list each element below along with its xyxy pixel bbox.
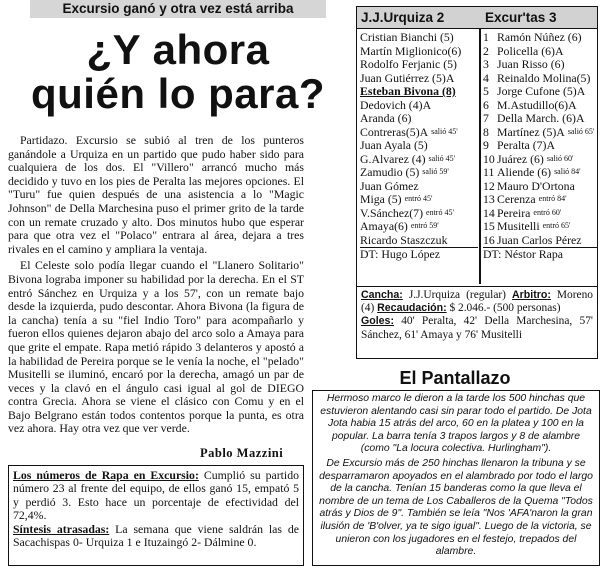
- player-number: 6: [483, 97, 489, 112]
- player-number: 12: [483, 178, 495, 193]
- home-team-header: J.J.Urquiza 2: [361, 10, 445, 25]
- column-divider: [479, 29, 481, 284]
- away-player-row: [483, 58, 597, 72]
- home-player-row: [360, 99, 478, 113]
- player-name: Aranda (6): [360, 111, 412, 125]
- away-player-row: [483, 139, 597, 153]
- away-player-row: [483, 126, 597, 140]
- away-player-row: [483, 85, 597, 99]
- substitution-note: salió 84': [554, 167, 581, 176]
- atrasadas-text: La semana que viene saldrán las de Sacachispas 0- Urquiza 1 e Ituzaingó 2- Dálmine 0.: [13, 521, 299, 550]
- numbers-text: Cumplió su partido número 23 al frente del equipo, de ellos ganó 15, empató 5 y perdió 3. Esto hace un porcentaje de efectividad del 72,4%.: [13, 468, 299, 523]
- substitution-note: entró 59': [410, 221, 439, 230]
- away-player-row: [483, 193, 597, 207]
- substitution-note: salió 45': [431, 126, 458, 136]
- headline: [10, 28, 346, 116]
- substitution-note: entró 65': [542, 221, 571, 230]
- player-name: G.Alvarez (4): [360, 151, 426, 166]
- player-name: Esteban Bivona (8): [360, 84, 456, 98]
- away-player-row: [483, 153, 597, 167]
- home-player-row: [360, 193, 478, 207]
- player-number: 13: [483, 192, 495, 206]
- player-name: Juan Ayala (5): [360, 138, 428, 152]
- article-body: [8, 134, 304, 439]
- home-player-row: [360, 247, 478, 261]
- player-name: Dedovich (4)A: [360, 97, 432, 112]
- player-name: Juárez (6): [497, 151, 544, 166]
- arbitro-label: Arbitro:: [512, 289, 551, 301]
- pantallazo-paragraph: De Excursio más de 250 hinchas llenaron la tribuna y se desparramaron apoyados en el alambrado por todo el largo de la cancha. Tenían 15 banderas como la que lleva el nombre de un tema de Los Caballeros de la Quema "Todos atrás y Dios de 9". También se leía "Nos 'AFA'naron la gran ilusión de 'B'olver, ya te sigo igual". Luego de la victoria, se unieron con los jugadores en el festejo, trepados del alambre.: [319, 457, 593, 558]
- away-player-row: [483, 31, 597, 45]
- player-name: Cristian Bianchi (5): [360, 30, 454, 44]
- home-player-row: [360, 72, 478, 86]
- player-name: DT: Néstor Rapa: [483, 247, 564, 261]
- home-player-row: [360, 58, 478, 72]
- player-number: 2: [483, 43, 489, 58]
- article-paragraph: Partidazo. Excursio se subió al tren de los punteros ganándole a Urquiza en un partido que pudo haber sido para cualquiera de los dos. El "Villero" arrancó mucho más decidido y tuvo en los pies de Peralta las mejores opciones. El "Turu" fue quien después de una asistencia a lo "Magic Johnson" de Della Marchesina puso el primer grito de la tarde con un remate cruzado y alto. Dos minutos hubo que esperar para que otra vez el "Polaco" entrara al área, dejara a tres rivales en el camino y ampliara la ventaja.: [8, 133, 304, 256]
- substitution-note: salió 45': [428, 153, 456, 163]
- cancha-label: Cancha:: [361, 289, 403, 301]
- numbers-label: Los números de Rapa en Excursio:: [13, 468, 199, 482]
- player-name: Zamudio (5): [360, 165, 420, 179]
- away-lineup: [483, 31, 597, 261]
- goles-label: Goles:: [361, 315, 394, 328]
- home-player-row: [360, 139, 478, 153]
- substitution-note: entró 45': [426, 207, 454, 217]
- substitution-note: entró 45': [404, 194, 433, 203]
- player-number: 14: [483, 205, 495, 220]
- player-name: Martín Miglionico(6): [360, 43, 462, 58]
- away-player-row: [483, 180, 597, 194]
- player-name: Rodolfo Ferjanic (5): [360, 57, 457, 71]
- player-number: 9: [483, 138, 489, 152]
- home-player-row: [360, 45, 478, 59]
- home-player-row: [360, 85, 478, 99]
- player-number: 11: [483, 165, 495, 179]
- numbers-note: [13, 469, 299, 523]
- player-name: Juan Risso (6): [497, 57, 565, 71]
- player-name: Policella (6)A: [497, 43, 564, 58]
- player-name: Amaya(6): [360, 219, 408, 233]
- home-player-row: [360, 126, 478, 140]
- away-player-row: [483, 72, 597, 86]
- player-number: 1: [483, 30, 489, 44]
- home-player-row: [360, 166, 478, 180]
- substitution-note: salió 65': [567, 126, 595, 136]
- player-number: 5: [483, 84, 489, 98]
- pantallazo-paragraph: Hermoso marco le dieron a la tarde los 500 hinchas que estuvieron alentando casi sin parar todo el partido. De Jota Jota habia 15 atrás del arco, 60 en la platea y 100 en la popular. La barra tenía 3 trapos largos y 8 de alambre (como "La locura colectiva. Hurlingham").: [320, 393, 592, 455]
- home-player-row: [360, 180, 478, 194]
- player-name: Cerenza: [497, 192, 536, 206]
- goles-text: 40' Peralta, 42' Della Marchesina, 57' Sánchez, 61' Amaya y 76' Musitelli: [361, 315, 593, 341]
- player-name: Reinaldo Molina(5): [497, 70, 591, 85]
- atrasadas-label: Síntesis atrasadas:: [13, 521, 110, 536]
- player-name: DT: Hugo López: [360, 247, 441, 261]
- player-name: Aliende (6): [497, 165, 552, 179]
- player-name: Juan Carlos Pérez: [497, 232, 582, 247]
- arbitro-text: Moreno (4): [361, 289, 593, 315]
- substitution-note: entró 60': [533, 207, 562, 217]
- match-info: [357, 286, 597, 344]
- recaudacion-label: Recaudación:: [377, 302, 447, 315]
- substitution-note: entró 84': [538, 194, 567, 203]
- home-player-row: [360, 234, 478, 248]
- away-player-row: [483, 166, 597, 180]
- away-player-row: [483, 99, 597, 113]
- player-name: Della March. (6)A: [497, 111, 585, 125]
- player-number: 8: [483, 124, 489, 139]
- away-player-row: [483, 247, 597, 261]
- player-number: 16: [483, 232, 495, 247]
- player-number: 15: [483, 219, 495, 233]
- player-name: V.Sánchez(7): [360, 205, 424, 220]
- player-name: Musitelli: [497, 219, 540, 233]
- headline-line-1: ¿Y ahora: [86, 26, 270, 73]
- player-name: Juan Gutiérrez (5)A: [360, 70, 455, 85]
- home-player-row: [360, 112, 478, 126]
- pantallazo-title: El Pantallazo: [399, 368, 511, 388]
- atrasadas-note: [13, 523, 299, 550]
- home-lineup: [360, 31, 478, 261]
- cancha-text: J.J.Urquiza (regular): [402, 289, 513, 301]
- player-name: Pereira: [497, 205, 531, 220]
- lineup-box: [356, 6, 598, 359]
- player-name: Miga (5): [360, 192, 402, 206]
- away-team-header: Excur'tas 3: [485, 10, 557, 25]
- away-player-row: [483, 112, 597, 126]
- recaudacion-text: $ 2.046.- (500 personas): [446, 302, 561, 315]
- headline-line-2: quién lo para?: [30, 70, 326, 117]
- player-number: 3: [483, 57, 489, 71]
- away-player-row: [483, 45, 597, 59]
- player-name: Martínez (5)A: [497, 124, 565, 139]
- player-name: Ramón Núñez (6): [497, 30, 582, 44]
- player-name: Peralta (7)A: [497, 138, 555, 152]
- player-name: Juan Gómez: [360, 178, 419, 193]
- player-number: 10: [483, 151, 495, 166]
- player-name: M.Astudillo(6)A: [497, 97, 577, 112]
- player-name: Mauro D'Ortona: [497, 178, 575, 193]
- away-player-row: [483, 207, 597, 221]
- kicker: Excursio ganó y otra vez está arriba: [30, 0, 326, 18]
- pantallazo-box: [312, 390, 600, 566]
- away-player-row: [483, 234, 597, 248]
- lineup-header: [357, 7, 597, 29]
- player-number: 4: [483, 70, 489, 85]
- author-byline: Pablo Mazzini: [200, 446, 284, 460]
- player-name: Jorge Cufone (5)A: [497, 84, 586, 98]
- player-number: 7: [483, 111, 489, 125]
- home-player-row: [360, 153, 478, 167]
- player-name: Ricardo Staszczuk: [360, 232, 448, 247]
- player-name: Contreras(5)A: [360, 124, 429, 139]
- away-player-row: [483, 220, 597, 234]
- stats-box: [8, 465, 304, 566]
- home-player-row: [360, 207, 478, 221]
- home-player-row: [360, 220, 478, 234]
- substitution-note: salió 60': [546, 153, 574, 163]
- substitution-note: salió 59': [422, 167, 449, 176]
- article-paragraph: El Celeste solo podía llegar cuando el "Llanero Solitario" Bivona lograba imponer su habilidad por la derecha. En el ST entró Sánchez en Urquiza y a los 57', con un remate bajo desde la izquierda, pudo descontar. Ahora Bivona (la figura de la cancha) tenía a su "fiel Indio Toro" para acompañarlo y fueron ellos quienes dejaron abajo del arco solo a Amaya para que grite el empate. Rapa metió rápido 3 delanteros y apostó a la habilidad de Pereira porque se le venía la noche, el "pelado" Musitelli se iluminó, encaró por la derecha, amagó un par de veces y la clavó en el ángulo casi igual al gol de DIEGO contra Grecia. Ahora se viene el clásico con Comu y en el Bajo Belgrano están todos contentos porque la punta, es otra vez ahora. Hay otra vez que ver verde.: [8, 258, 304, 436]
- home-player-row: [360, 31, 478, 45]
